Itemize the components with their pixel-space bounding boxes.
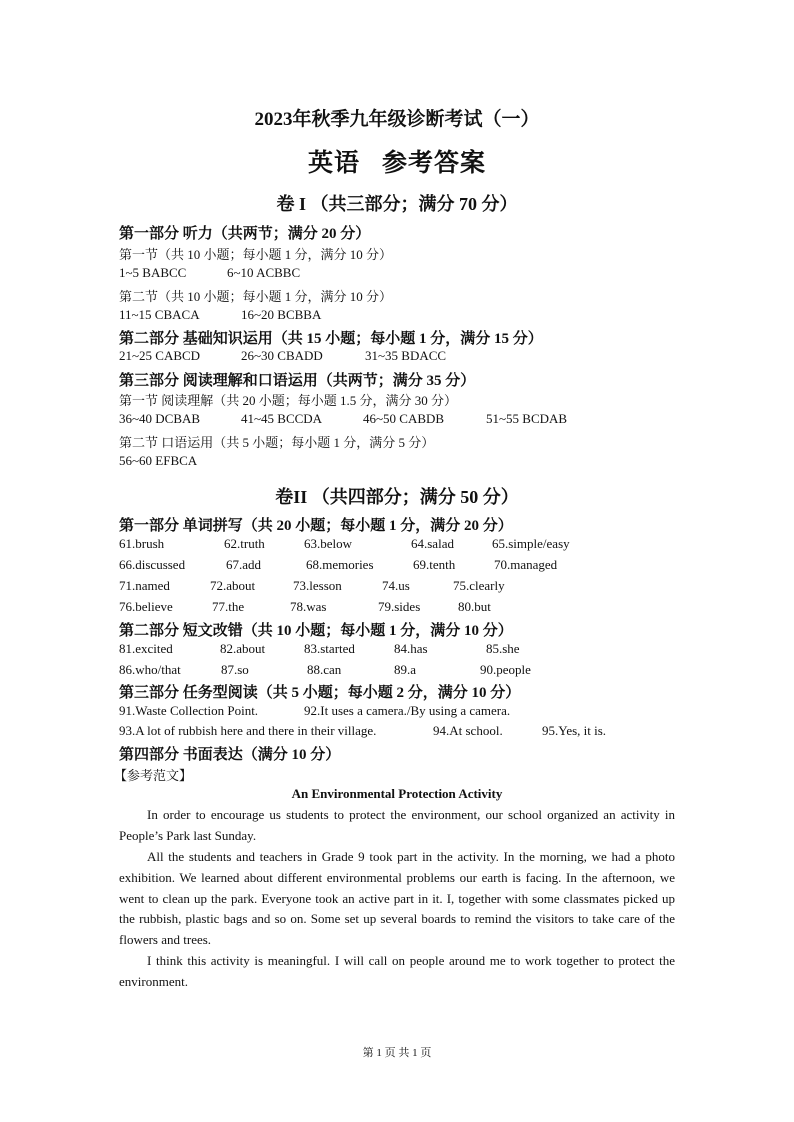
answer-cell: 78.was — [290, 599, 327, 614]
v1-part1-section1: 第一节（共 10 小题；每小题 1 分，满分 10 分） — [119, 247, 393, 262]
essay-paragraph: All the students and teachers in Grade 9 took part in the activity. In the morning, we had a photo exhibition. We learned about different environmental problems our earth is facing. In the afternoon, we went to clean up the park. Everyone took an active part in it. I, together with some classmates picked up the rubbish, plastic bags and so on. Some set up several boards to remind the visitors to take care of the flowers and trees. — [119, 849, 675, 948]
answer-cell: 77.the — [212, 599, 245, 614]
v2-part3-heading: 第三部分 任务型阅读（共 5 小题；每小题 2 分，满分 10 分） — [119, 685, 521, 701]
answer-cell: 91.Waste Collection Point. — [119, 703, 259, 718]
answer-cell: 69.tenth — [413, 557, 456, 572]
answer-cell: 74.us — [382, 578, 410, 593]
v2-part2-heading: 第二部分 短文改错（共 10 小题；每小题 1 分，满分 10 分） — [119, 623, 513, 639]
subject-title — [0, 143, 794, 179]
answer-group: 51~55 BCDAB — [486, 411, 568, 426]
v2-part4-heading: 第四部分 书面表达（满分 10 分） — [119, 747, 341, 763]
answer-group: 1~5 BABCC — [119, 265, 187, 280]
answer-cell: 70.managed — [494, 557, 558, 572]
answer-cell: 92.It uses a camera./By using a camera. — [304, 703, 511, 718]
answer-group: 31~35 BDACC — [365, 348, 447, 363]
answer-cell: 67.add — [226, 557, 262, 572]
volume2-heading: 卷II （共四部分；满分 50 分） — [275, 487, 519, 507]
v1-part3-section2: 第二节 口语运用（共 5 小题；每小题 1 分，满分 5 分） — [119, 435, 435, 450]
answer-cell: 79.sides — [378, 599, 421, 614]
answer-cell: 87.so — [221, 662, 249, 677]
answer-cell: 75.clearly — [453, 578, 505, 593]
answer-cell: 89.a — [394, 662, 417, 677]
answer-cell: 65.simple/easy — [492, 536, 570, 551]
v1-part1-heading: 第一部分 听力（共两节；满分 20 分） — [119, 226, 371, 242]
answer-cell: 81.excited — [119, 641, 173, 656]
answer-cell: 76.believe — [119, 599, 173, 614]
v2-part1-heading: 第一部分 单词拼写（共 20 小题；每小题 1 分，满分 20 分） — [119, 518, 513, 534]
v1-part1-section2: 第二节（共 10 小题；每小题 1 分，满分 10 分） — [119, 289, 393, 304]
answer-group: 46~50 CABDB — [363, 411, 445, 426]
exam-title: 2023年秋季九年级诊断考试（一） — [254, 109, 540, 130]
page-footer: 第 1 页 共 1 页 — [362, 1047, 432, 1059]
essay-paragraph: I think this activity is meaningful. I will call on people around me to work together to protect the environment. — [119, 953, 675, 989]
answer-group: 6~10 ACBBC — [227, 265, 301, 280]
answer-cell: 68.memories — [306, 557, 374, 572]
v1-part3-section1: 第一节 阅读理解（共 20 小题；每小题 1.5 分，满分 30 分） — [119, 393, 458, 408]
answer-group: 26~30 CBADD — [241, 348, 323, 363]
answer-cell: 80.but — [458, 599, 491, 614]
essay-title: An Environmental Protection Activity — [291, 786, 503, 801]
answer-cell: 63.below — [304, 536, 353, 551]
v1-part2-heading: 第二部分 基础知识运用（共 15 小题；每小题 1 分，满分 15 分） — [119, 331, 543, 347]
answer-group: 36~40 DCBAB — [119, 411, 201, 426]
answer-cell: 86.who/that — [119, 662, 181, 677]
answer-group: 11~15 CBACA — [119, 307, 200, 322]
answer-group: 21~25 CABCD — [119, 348, 201, 363]
answer-cell: 72.about — [210, 578, 256, 593]
answer-group: 16~20 BCBBA — [241, 307, 322, 322]
answer-cell: 90.people — [480, 662, 531, 677]
answer-cell: 61.brush — [119, 536, 165, 551]
answer-key-label: 参考答案 — [382, 150, 487, 177]
subject-name: 英语 — [307, 150, 360, 177]
volume1-heading: 卷 I （共三部分；满分 70 分） — [276, 194, 518, 214]
answer-cell: 83.started — [304, 641, 355, 656]
essay-paragraph: In order to encourage us students to protect the environment, our school organized an activity in People’s Park last Sunday. — [119, 807, 675, 843]
v1-part3-heading: 第三部分 阅读理解和口语运用（共两节；满分 35 分） — [119, 373, 476, 389]
answer-cell: 85.she — [486, 641, 520, 656]
answer-cell: 84.has — [394, 641, 428, 656]
answer-cell: 71.named — [119, 578, 170, 593]
answer-cell: 93.A lot of rubbish here and there in their village. — [119, 723, 377, 738]
answer-cell: 73.lesson — [293, 578, 342, 593]
answer-cell: 82.about — [220, 641, 266, 656]
answer-group: 56~60 EFBCA — [119, 453, 198, 468]
answer-cell: 94.At school. — [433, 723, 503, 738]
answer-cell: 88.can — [307, 662, 342, 677]
answer-cell: 62.truth — [224, 536, 265, 551]
answer-cell: 64.salad — [411, 536, 454, 551]
answer-group: 41~45 BCCDA — [241, 411, 323, 426]
answer-cell: 66.discussed — [119, 557, 186, 572]
sample-essay-label: 【参考范文】 — [114, 768, 193, 783]
answer-cell: 95.Yes, it is. — [542, 723, 607, 738]
